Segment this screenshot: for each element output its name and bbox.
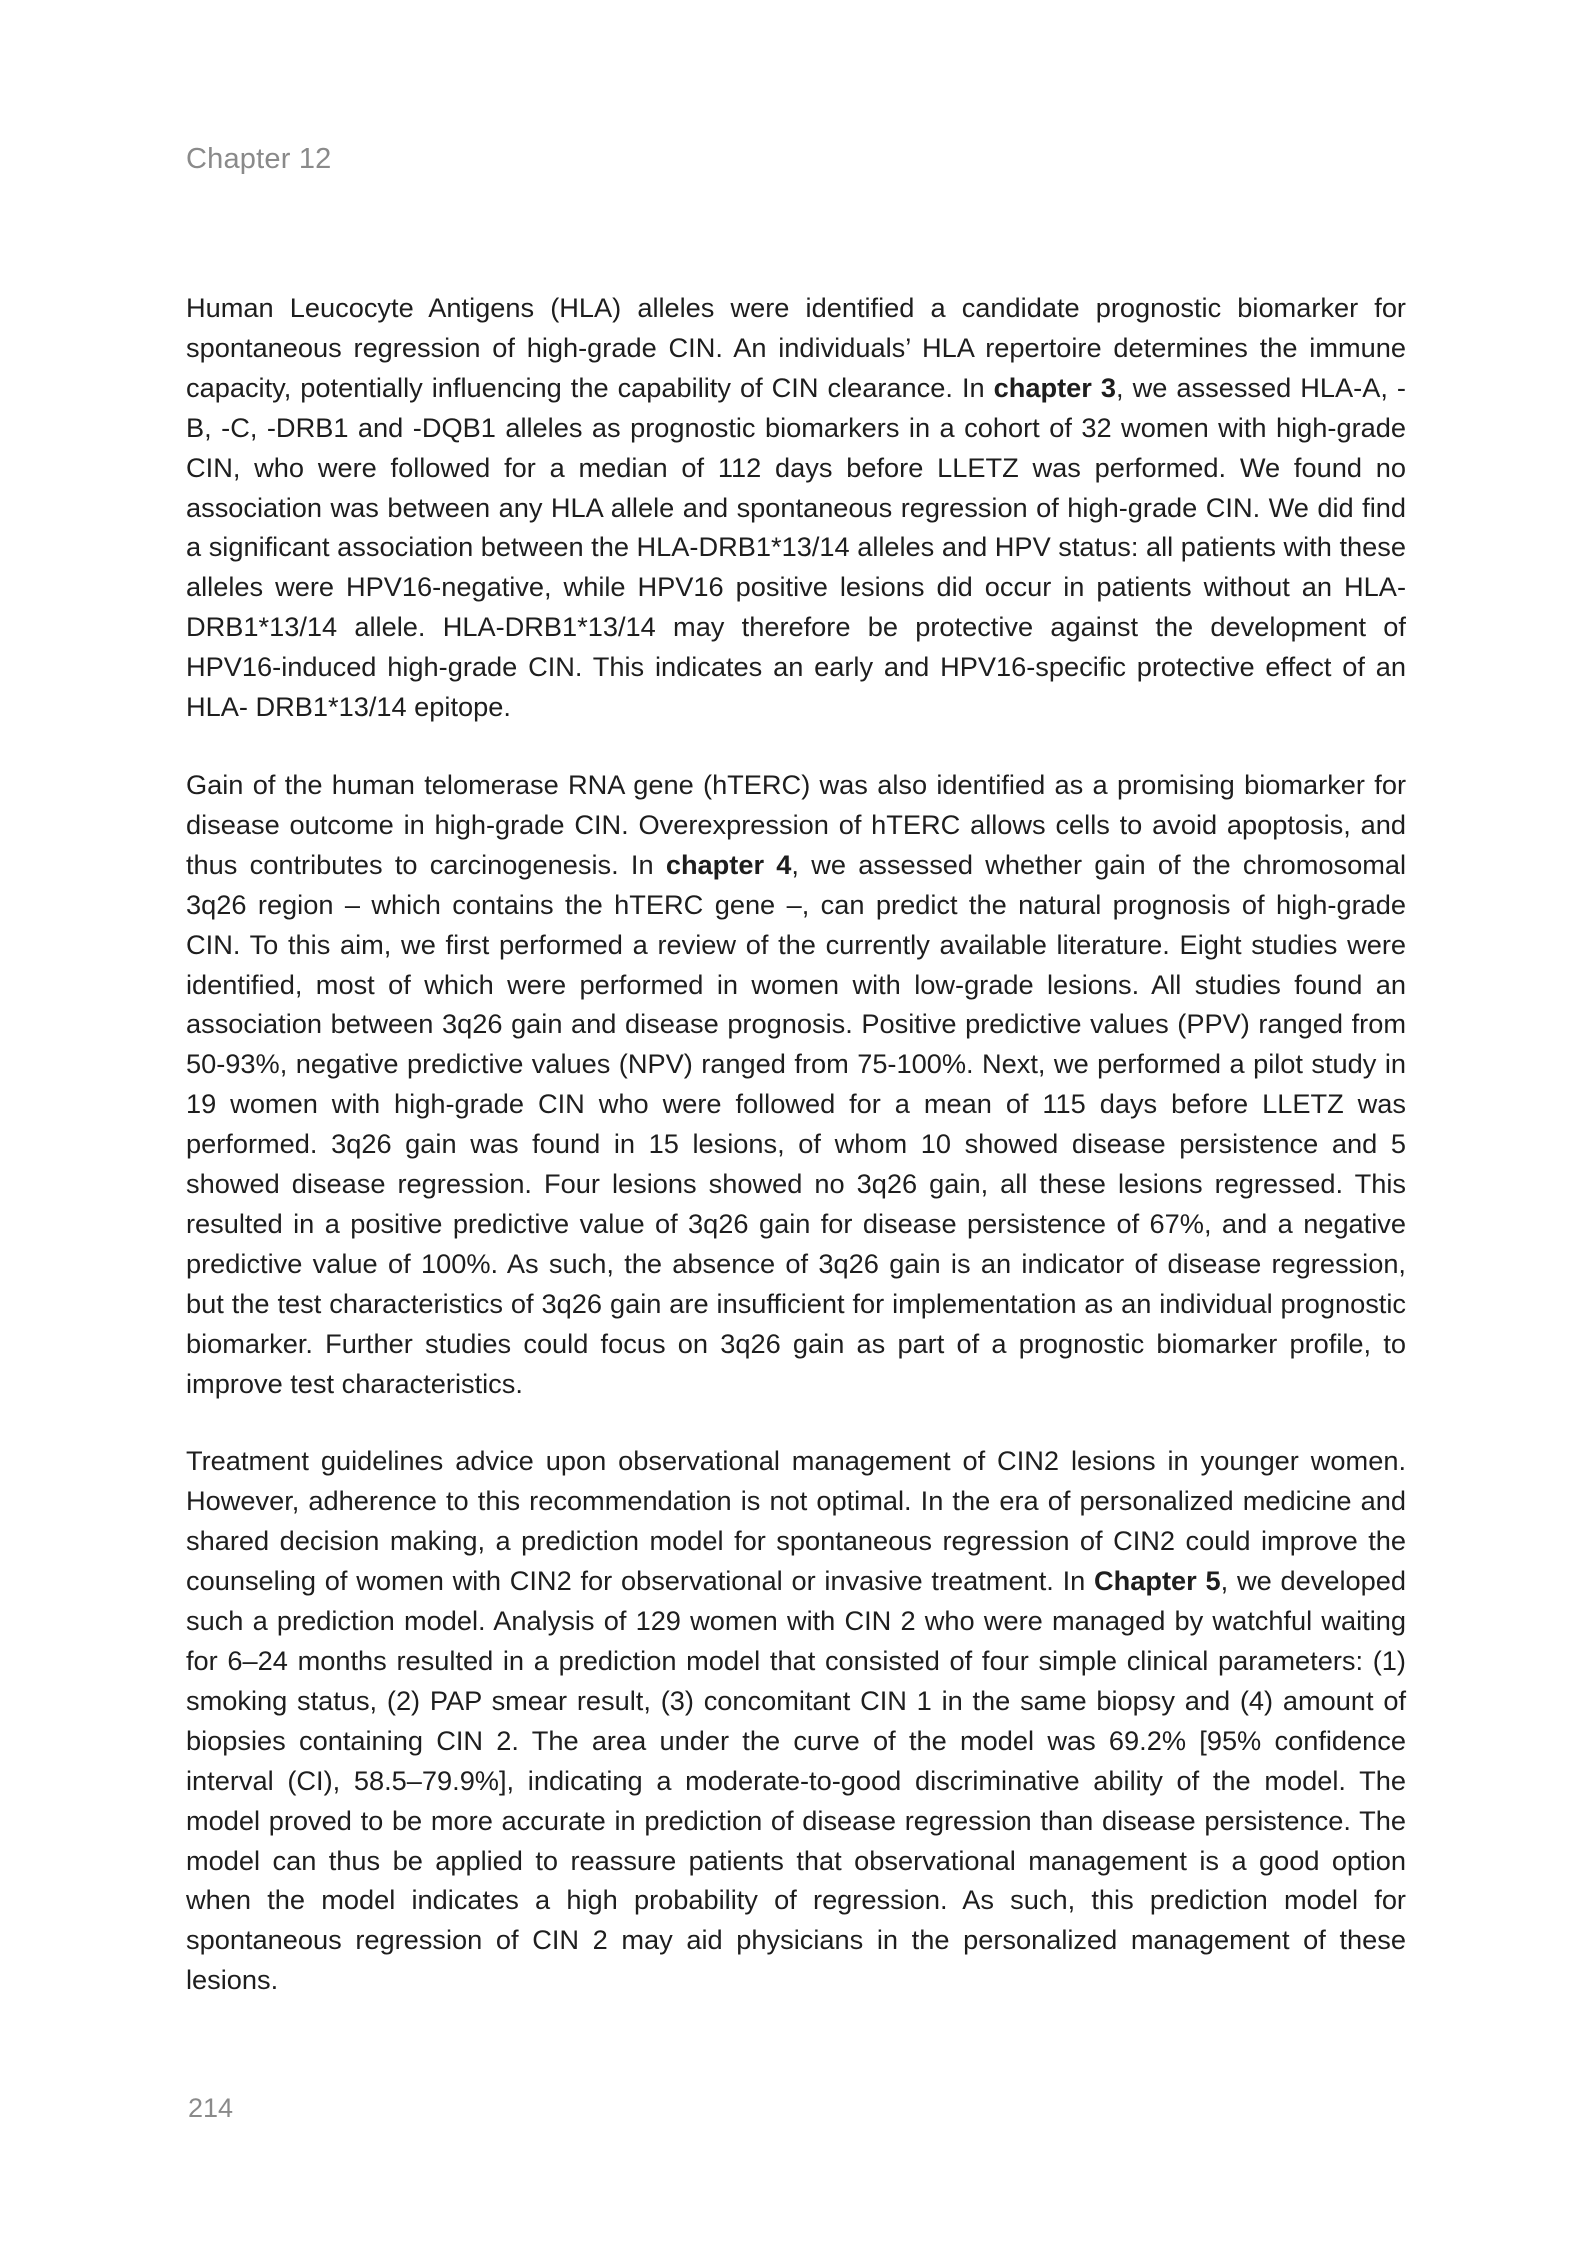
paragraph-text: Treatment guidelines advice upon observational management of CIN2 lesions in younger women. However, adherence to this recommendation is not optimal. In the era of personalized medicine and shared decision making, a prediction model for spontaneous regression of CIN2 could improve the counseling of women with CIN2 for observational or invasive treatment. In — [186, 1445, 1406, 1597]
chapter-reference: chapter 3 — [993, 371, 1117, 403]
paragraph-text: , we assessed HLA-A, -B, -C, -DRB1 and -DQB1 alleles as prognostic biomarkers in a cohort of 32 women with high-grade CIN, who were followed for a median of 112 days before LLETZ was performed. We found no association was between any HLA allele and spontaneous regression of high-grade CIN. We did find a significant association between the HLA-DRB1*13/14 alleles and HPV status: all patients with these alleles were HPV16-negative, while HPV16 positive lesions did occur in patients without an HLA-DRB1*13/14 allele. HLA-DRB1*13/14 may therefore be protective against the development of HPV16-induced high-grade CIN. This indicates an early and HPV16-specific protective effect of an HLA- DRB1*13/14 epitope. — [186, 371, 1406, 723]
page-number: 214 — [188, 2093, 234, 2123]
paragraph-text: , we assessed whether gain of the chromosomal 3q26 region – which contains the hTERC gene –, can predict the natural prognosis of high-grade CIN. To this aim, we first performed a review of the currently available literature. Eight studies were identified, most of which were performed in women with low-grade lesions. All studies found an association between 3q26 gain and disease prognosis. Positive predictive values (PPV) ranged from 50-93%, negative predictive values (NPV) ranged from 75-100%. Next, we performed a pilot study in 19 women with high-grade CIN who were followed for a mean of 115 days before LLETZ was performed. 3q26 gain was found in 15 lesions, of whom 10 showed disease persistence and 5 showed disease regression. Four lesions showed no 3q26 gain, all these lesions regressed. This resulted in a positive predictive value of 3q26 gain for disease persistence of 67%, and a negative predictive value of 100%. As such, the absence of 3q26 gain is an indicator of disease regression, but the test characteristics of 3q26 gain are insufficient for implementation as an individual prognostic biomarker. Further studies could focus on 3q26 gain as part of a prognostic biomarker profile, to improve test characteristics. — [186, 848, 1407, 1399]
paragraph-text: Gain of the human telomerase RNA gene (hTERC) was also identified as a promising biomarker for disease outcome in high-grade CIN. Overexpression of hTERC allows cells to avoid apoptosis, and thus contributes to carcinogenesis. In — [186, 768, 1406, 880]
paragraph-text: , we developed such a prediction model. Analysis of 129 women with CIN 2 who were managed by watchful waiting for 6–24 months resulted in a prediction model that consisted of four simple clinical parameters: (1) smoking status, (2) PAP smear result, (3) concomitant CIN 1 in the same biopsy and (4) amount of biopsies containing CIN 2. The area under the curve of the model was 69.2% [95% confidence interval (CI), 58.5–79.9%], indicating a moderate-to-good discriminative ability of the model. The model proved to be more accurate in prediction of disease regression than disease persistence. The model can thus be applied to reassure patients that observational management is a good option when the model indicates a high probability of regression. As such, this prediction model for spontaneous regression of CIN 2 may aid physicians in the personalized management of these lesions. — [186, 1565, 1406, 1996]
chapter-reference: Chapter 5 — [1094, 1565, 1221, 1597]
body-text — [186, 288, 1406, 2038]
paragraph-hterc — [186, 765, 1406, 1404]
chapter-reference: chapter 4 — [665, 848, 792, 880]
paragraph-hla — [186, 288, 1406, 727]
paragraph-prediction-model — [186, 1441, 1406, 2000]
paragraph-text: Human Leucocyte Antigens (HLA) alleles were identified a candidate prognostic biomarker for spontaneous regression of high-grade CIN. An individuals’ HLA repertoire determines the immune capacity, potentially influencing the capability of CIN clearance. In — [186, 292, 1406, 403]
running-header: Chapter 12 — [186, 143, 332, 175]
